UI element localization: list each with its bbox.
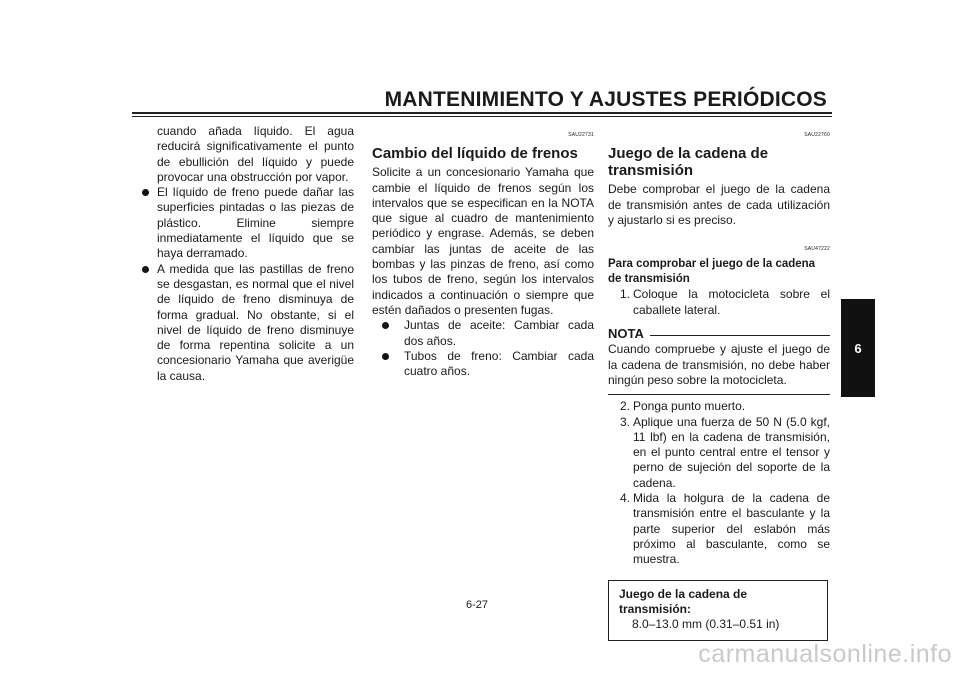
list-item	[380, 349, 594, 380]
note-rule	[650, 335, 830, 336]
header-rule-thin	[132, 116, 832, 117]
list-item	[608, 287, 830, 318]
step-text: Aplique una fuerza de 50 N (5.0 kgf, 11 lbf) en la cadena de transmisión, en el punto central entre el tensor y perno de sujeción del soporte de la cadena.	[633, 414, 830, 490]
section-code: SAU47222	[804, 246, 830, 253]
spec-value: 8.0–13.0 mm (0.31–0.51 in)	[632, 617, 780, 632]
step-text: Ponga punto muerto.	[633, 399, 746, 414]
section-code: SAU22760	[804, 132, 830, 138]
section-heading: Cambio del líquido de frenos	[372, 145, 578, 163]
step-number: 1.	[620, 287, 631, 302]
spec-title: Juego de la cadena de transmisión:	[619, 586, 748, 616]
bullet-icon	[142, 189, 149, 196]
step-number: 2.	[620, 399, 631, 414]
note-header	[608, 326, 830, 341]
section-body: Debe comprobar el juego de la cadena de transmisión antes de cada utilización y ajustarlo si es preciso.	[608, 182, 830, 227]
header-rule	[132, 112, 832, 114]
page-title: MANTENIMIENTO Y AJUSTES PERIÓDICOS	[384, 88, 827, 111]
note-text: Cuando compruebe y ajuste el juego de la cadena de transmisión, no debe haber ningún peso sobre la motocicleta.	[608, 342, 830, 387]
bullet-text: Tubos de freno: Cambiar cada cuatro años.	[404, 348, 594, 379]
bullet-icon	[382, 353, 389, 360]
step-number: 4.	[620, 491, 631, 506]
list-item	[140, 262, 354, 384]
list-item	[380, 318, 594, 349]
chapter-tab-label: 6	[854, 340, 862, 356]
list-item	[140, 185, 354, 261]
spec-box	[608, 580, 828, 642]
bullet-icon	[382, 322, 389, 329]
column-2	[372, 122, 594, 379]
subsection-heading: Para comprobar el juego de la cadena de transmisión	[608, 258, 816, 286]
bullet-text: Juntas de aceite: Cambiar cada dos años.	[404, 318, 594, 348]
continued-paragraph: cuando añada líquido. El agua reducirá significativamente el punto de ebullición del líquido y puede provocar una obstrucción por vapor.	[157, 124, 354, 184]
bullet-icon	[142, 266, 149, 273]
step-text: Coloque la motocicleta sobre el caballete lateral.	[633, 287, 830, 317]
bullet-text: A medida que las pastillas de freno se desgastan, es normal que el nivel de líquido de freno disminuya de forma gradual. No obstante, si el nivel de líquido de freno disminuye de forma repentina solicite a un concesionario Yamaha que averigüe la causa.	[157, 261, 354, 383]
section-code: SAU22731	[568, 132, 594, 138]
step-number: 3.	[620, 414, 631, 429]
section-body: Solicite a un concesionario Yamaha que cambie el líquido de frenos según los intervalos que se especifican en la NOTA que sigue al cuadro de mantenimiento periódico y engrase. Además, se deben cambiar las juntas de aceite de las bombas y las pinzas de freno, así como los tubos de freno, según los intervalos indicados a continuación o siempre que estén dañados o presenten fugas.	[372, 165, 594, 317]
list-item	[608, 399, 830, 414]
step-text: Mida la holgura de la cadena de transmisión entre el basculante y la parte superior del eslabón más próximo al basculante, como se muestra.	[633, 491, 830, 567]
column-3	[608, 122, 830, 641]
chapter-tab	[841, 299, 875, 397]
section-heading: Juego de la cadena de transmisión	[608, 145, 769, 180]
list-item	[608, 415, 830, 491]
list-item	[608, 491, 830, 567]
bullet-text: El líquido de freno puede dañar las superficies pintadas o las piezas de plástico. Elimine siempre inmediatamente el líquido que se haya derramado.	[157, 185, 354, 261]
page-number: 6-27	[466, 599, 489, 611]
column-1	[140, 124, 354, 384]
note-end-rule	[608, 394, 830, 395]
note-label: NOTA	[608, 326, 644, 342]
watermark: carmanualsonline.info	[698, 640, 952, 668]
